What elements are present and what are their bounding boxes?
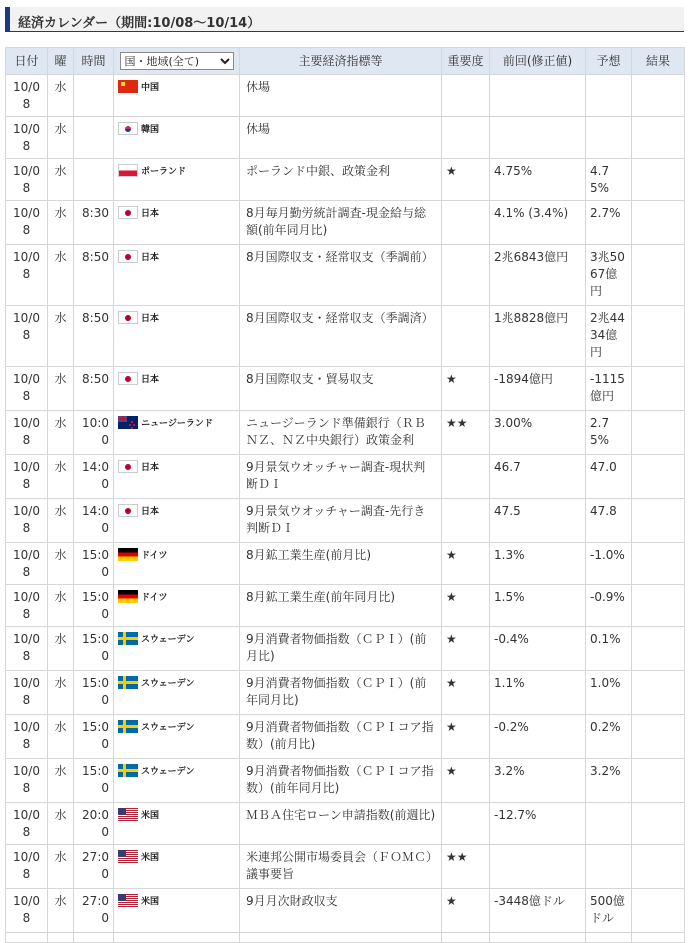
result-cell bbox=[632, 455, 685, 499]
table-row bbox=[6, 543, 685, 585]
table-row bbox=[6, 75, 685, 117]
country-name: 日本 bbox=[141, 253, 160, 263]
country-cell bbox=[114, 671, 240, 715]
country-cell bbox=[114, 845, 240, 889]
column-header-indicator: 主要経済指標等 bbox=[240, 48, 442, 75]
previous-cell: 1.1% bbox=[490, 671, 586, 715]
country-cell bbox=[114, 75, 240, 117]
country-name: 韓国 bbox=[141, 125, 160, 135]
forecast-cell: -1115億円 bbox=[586, 367, 632, 411]
flag-nz-icon bbox=[118, 416, 138, 429]
previous-cell bbox=[490, 75, 586, 117]
result-cell bbox=[632, 889, 685, 933]
column-header-result: 結果 bbox=[632, 48, 685, 75]
day-cell: 水 bbox=[48, 585, 74, 627]
column-header-previous: 前回(修正値) bbox=[490, 48, 586, 75]
column-header-time: 時間 bbox=[74, 48, 114, 75]
column-header-forecast: 予想 bbox=[586, 48, 632, 75]
forecast-cell: 2兆4434億円 bbox=[586, 306, 632, 367]
indicator-cell: 8月鉱工業生産(前年同月比) bbox=[240, 585, 442, 627]
day-cell: 水 bbox=[48, 759, 74, 803]
indicator-cell: 9月月次財政収支 bbox=[240, 889, 442, 933]
previous-cell: 3.2% bbox=[490, 759, 586, 803]
flag-se-icon bbox=[118, 764, 138, 777]
time-cell: 8:50 bbox=[74, 245, 114, 306]
previous-cell: -12.7% bbox=[490, 803, 586, 845]
previous-cell: -1894億円 bbox=[490, 367, 586, 411]
table-row bbox=[6, 627, 685, 671]
previous-cell: 4.1% (3.4%) bbox=[490, 201, 586, 245]
indicator-cell bbox=[240, 933, 442, 943]
table-header-row bbox=[6, 48, 685, 75]
country-name: 日本 bbox=[141, 463, 160, 473]
flag-jp-icon bbox=[118, 372, 138, 385]
table-row bbox=[6, 845, 685, 889]
result-cell bbox=[632, 715, 685, 759]
flag-se-icon bbox=[118, 632, 138, 645]
flag-pl-icon bbox=[118, 164, 138, 177]
forecast-cell: -0.9% bbox=[586, 585, 632, 627]
importance-cell: ★★ bbox=[442, 411, 490, 455]
time-cell bbox=[74, 117, 114, 159]
date-cell: 10/08 bbox=[6, 543, 48, 585]
importance-cell: ★ bbox=[442, 159, 490, 201]
column-header-day: 曜 bbox=[48, 48, 74, 75]
country-name: スウェーデン bbox=[141, 679, 195, 689]
table-row bbox=[6, 201, 685, 245]
indicator-cell: 米連邦公開市場委員会（ＦＯＭＣ）議事要旨 bbox=[240, 845, 442, 889]
country-cell bbox=[114, 159, 240, 201]
indicator-cell: 8月国際収支・貿易収支 bbox=[240, 367, 442, 411]
country-cell bbox=[114, 933, 240, 943]
importance-cell bbox=[442, 117, 490, 159]
time-cell: 14:00 bbox=[74, 455, 114, 499]
day-cell: 水 bbox=[48, 306, 74, 367]
economic-calendar-table bbox=[5, 47, 685, 943]
importance-cell bbox=[442, 306, 490, 367]
country-cell bbox=[114, 889, 240, 933]
result-cell bbox=[632, 845, 685, 889]
indicator-cell: 8月国際収支・経常収支（季調前） bbox=[240, 245, 442, 306]
country-cell bbox=[114, 543, 240, 585]
previous-cell bbox=[490, 933, 586, 943]
flag-de-icon bbox=[118, 590, 138, 603]
indicator-cell: ニュージーランド準備銀行（ＲＢＮＺ、ＮＺ中央銀行）政策金利 bbox=[240, 411, 442, 455]
forecast-cell: 1.0% bbox=[586, 671, 632, 715]
country-name: ドイツ bbox=[141, 551, 168, 561]
result-cell bbox=[632, 75, 685, 117]
flag-us-icon bbox=[118, 808, 138, 821]
day-cell: 水 bbox=[48, 627, 74, 671]
country-name: 日本 bbox=[141, 314, 160, 324]
date-cell: 10/08 bbox=[6, 715, 48, 759]
previous-cell: 1兆8828億円 bbox=[490, 306, 586, 367]
time-cell: 15:00 bbox=[74, 759, 114, 803]
date-cell: 10/08 bbox=[6, 499, 48, 543]
indicator-cell: 9月景気ウオッチャー調査-現状判断ＤＩ bbox=[240, 455, 442, 499]
country-cell bbox=[114, 627, 240, 671]
country-cell bbox=[114, 306, 240, 367]
time-cell: 14:00 bbox=[74, 499, 114, 543]
date-cell: 10/08 bbox=[6, 159, 48, 201]
time-cell bbox=[74, 159, 114, 201]
country-name: 米国 bbox=[141, 853, 160, 863]
importance-cell: ★ bbox=[442, 367, 490, 411]
forecast-cell: 2.75% bbox=[586, 411, 632, 455]
table-row bbox=[6, 306, 685, 367]
country-name: 日本 bbox=[141, 209, 160, 219]
flag-us-icon bbox=[118, 850, 138, 863]
forecast-cell: 500億ドル bbox=[586, 889, 632, 933]
date-cell: 10/08 bbox=[6, 117, 48, 159]
time-cell: 8:50 bbox=[74, 367, 114, 411]
indicator-cell: 8月国際収支・経常収支（季調済） bbox=[240, 306, 442, 367]
country-cell bbox=[114, 411, 240, 455]
country-name: 日本 bbox=[141, 507, 160, 517]
previous-cell: 47.5 bbox=[490, 499, 586, 543]
calendar-header bbox=[5, 7, 684, 32]
importance-cell bbox=[442, 455, 490, 499]
day-cell bbox=[48, 933, 74, 943]
time-cell: 20:00 bbox=[74, 803, 114, 845]
result-cell bbox=[632, 117, 685, 159]
day-cell: 水 bbox=[48, 411, 74, 455]
flag-kr-icon bbox=[118, 122, 138, 135]
country-name: スウェーデン bbox=[141, 767, 195, 777]
indicator-cell: 休場 bbox=[240, 117, 442, 159]
previous-cell: 1.5% bbox=[490, 585, 586, 627]
forecast-cell: -1.0% bbox=[586, 543, 632, 585]
forecast-cell: 0.2% bbox=[586, 715, 632, 759]
table-row bbox=[6, 759, 685, 803]
country-name: スウェーデン bbox=[141, 723, 195, 733]
table-row bbox=[6, 245, 685, 306]
day-cell: 水 bbox=[48, 117, 74, 159]
importance-cell bbox=[442, 803, 490, 845]
time-cell: 10:00 bbox=[74, 411, 114, 455]
time-cell: 27:00 bbox=[74, 845, 114, 889]
result-cell bbox=[632, 245, 685, 306]
time-cell: 8:50 bbox=[74, 306, 114, 367]
table-row bbox=[6, 367, 685, 411]
previous-cell: -0.2% bbox=[490, 715, 586, 759]
indicator-cell: 休場 bbox=[240, 75, 442, 117]
result-cell bbox=[632, 803, 685, 845]
date-cell: 10/08 bbox=[6, 845, 48, 889]
time-cell bbox=[74, 75, 114, 117]
forecast-cell: 47.8 bbox=[586, 499, 632, 543]
country-cell bbox=[114, 803, 240, 845]
result-cell bbox=[632, 671, 685, 715]
date-cell: 10/08 bbox=[6, 367, 48, 411]
country-name: 中国 bbox=[141, 83, 160, 93]
country-name: スウェーデン bbox=[141, 635, 195, 645]
page-title: 経済カレンダー（期間:10/08～10/14） bbox=[18, 16, 261, 31]
date-cell: 10/08 bbox=[6, 627, 48, 671]
importance-cell bbox=[442, 933, 490, 943]
forecast-cell: 47.0 bbox=[586, 455, 632, 499]
previous-cell: 46.7 bbox=[490, 455, 586, 499]
importance-cell bbox=[442, 245, 490, 306]
previous-cell: 1.3% bbox=[490, 543, 586, 585]
flag-se-icon bbox=[118, 676, 138, 689]
flag-de-icon bbox=[118, 548, 138, 561]
date-cell: 10/08 bbox=[6, 411, 48, 455]
result-cell bbox=[632, 367, 685, 411]
table-row bbox=[6, 585, 685, 627]
country-cell bbox=[114, 367, 240, 411]
table-row bbox=[6, 889, 685, 933]
importance-cell: ★ bbox=[442, 627, 490, 671]
importance-cell: ★ bbox=[442, 543, 490, 585]
importance-cell bbox=[442, 201, 490, 245]
previous-cell: -3448億ドル bbox=[490, 889, 586, 933]
day-cell: 水 bbox=[48, 803, 74, 845]
flag-us-icon bbox=[118, 894, 138, 907]
country-cell bbox=[114, 715, 240, 759]
result-cell bbox=[632, 499, 685, 543]
time-cell: 15:00 bbox=[74, 627, 114, 671]
table-row bbox=[6, 803, 685, 845]
forecast-cell bbox=[586, 933, 632, 943]
date-cell: 10/08 bbox=[6, 759, 48, 803]
table-row bbox=[6, 159, 685, 201]
date-cell: 10/08 bbox=[6, 803, 48, 845]
importance-cell: ★ bbox=[442, 585, 490, 627]
flag-jp-icon bbox=[118, 460, 138, 473]
result-cell bbox=[632, 627, 685, 671]
country-cell bbox=[114, 117, 240, 159]
previous-cell bbox=[490, 845, 586, 889]
day-cell: 水 bbox=[48, 889, 74, 933]
indicator-cell: 9月消費者物価指数（ＣＰＩコア指数）(前月比) bbox=[240, 715, 442, 759]
time-cell: 15:00 bbox=[74, 715, 114, 759]
country-name: ポーランド bbox=[141, 167, 187, 177]
result-cell bbox=[632, 159, 685, 201]
country-name: ドイツ bbox=[141, 593, 168, 603]
day-cell: 水 bbox=[48, 543, 74, 585]
previous-cell: 4.75% bbox=[490, 159, 586, 201]
forecast-cell bbox=[586, 75, 632, 117]
previous-cell: 3.00% bbox=[490, 411, 586, 455]
forecast-cell bbox=[586, 845, 632, 889]
importance-cell bbox=[442, 75, 490, 117]
table-body bbox=[6, 75, 685, 943]
table-row bbox=[6, 715, 685, 759]
previous-cell: -0.4% bbox=[490, 627, 586, 671]
date-cell: 10/08 bbox=[6, 671, 48, 715]
date-cell: 10/08 bbox=[6, 585, 48, 627]
importance-cell: ★ bbox=[442, 715, 490, 759]
forecast-cell bbox=[586, 803, 632, 845]
indicator-cell: 8月毎月勤労統計調査-現金給与総額(前年同月比) bbox=[240, 201, 442, 245]
table-row bbox=[6, 411, 685, 455]
time-cell: 15:00 bbox=[74, 585, 114, 627]
result-cell bbox=[632, 306, 685, 367]
country-name: 米国 bbox=[141, 897, 160, 907]
day-cell: 水 bbox=[48, 201, 74, 245]
date-cell: 10/08 bbox=[6, 245, 48, 306]
importance-cell bbox=[442, 499, 490, 543]
country-name: 米国 bbox=[141, 811, 160, 821]
time-cell: 27:00 bbox=[74, 889, 114, 933]
country-name: ニュージーランド bbox=[141, 419, 213, 429]
previous-cell bbox=[490, 117, 586, 159]
flag-cn-icon bbox=[118, 80, 138, 93]
table-row bbox=[6, 499, 685, 543]
day-cell: 水 bbox=[48, 845, 74, 889]
date-cell: 10/08 bbox=[6, 306, 48, 367]
country-cell bbox=[114, 499, 240, 543]
importance-cell: ★ bbox=[442, 759, 490, 803]
country-cell bbox=[114, 455, 240, 499]
time-cell: 15:00 bbox=[74, 543, 114, 585]
table-row bbox=[6, 671, 685, 715]
country-cell bbox=[114, 245, 240, 306]
result-cell bbox=[632, 759, 685, 803]
country-name: 日本 bbox=[141, 375, 160, 385]
column-header-date: 日付 bbox=[6, 48, 48, 75]
flag-jp-icon bbox=[118, 311, 138, 324]
flag-jp-icon bbox=[118, 250, 138, 263]
forecast-cell: 0.1% bbox=[586, 627, 632, 671]
forecast-cell: 2.7% bbox=[586, 201, 632, 245]
date-cell: 10/08 bbox=[6, 455, 48, 499]
date-cell bbox=[6, 933, 48, 943]
country-filter-select[interactable] bbox=[120, 52, 234, 70]
table-row bbox=[6, 117, 685, 159]
importance-cell: ★ bbox=[442, 889, 490, 933]
date-cell: 10/08 bbox=[6, 889, 48, 933]
day-cell: 水 bbox=[48, 671, 74, 715]
importance-cell: ★★ bbox=[442, 845, 490, 889]
date-cell: 10/08 bbox=[6, 75, 48, 117]
forecast-cell: 3.2% bbox=[586, 759, 632, 803]
day-cell: 水 bbox=[48, 715, 74, 759]
time-cell bbox=[74, 933, 114, 943]
day-cell: 水 bbox=[48, 367, 74, 411]
indicator-cell: 9月景気ウオッチャー調査-先行き判断ＤＩ bbox=[240, 499, 442, 543]
importance-cell: ★ bbox=[442, 671, 490, 715]
indicator-cell: 9月消費者物価指数（ＣＰＩ）(前月比) bbox=[240, 627, 442, 671]
forecast-cell bbox=[586, 117, 632, 159]
time-cell: 8:30 bbox=[74, 201, 114, 245]
result-cell bbox=[632, 411, 685, 455]
day-cell: 水 bbox=[48, 75, 74, 117]
day-cell: 水 bbox=[48, 159, 74, 201]
indicator-cell: 9月消費者物価指数（ＣＰＩ）(前年同月比) bbox=[240, 671, 442, 715]
date-cell: 10/08 bbox=[6, 201, 48, 245]
day-cell: 水 bbox=[48, 499, 74, 543]
table-row bbox=[6, 933, 685, 943]
indicator-cell: ポーランド中銀、政策金利 bbox=[240, 159, 442, 201]
result-cell bbox=[632, 201, 685, 245]
table-row bbox=[6, 455, 685, 499]
time-cell: 15:00 bbox=[74, 671, 114, 715]
indicator-cell: 9月消費者物価指数（ＣＰＩコア指数）(前年同月比) bbox=[240, 759, 442, 803]
flag-jp-icon bbox=[118, 504, 138, 517]
day-cell: 水 bbox=[48, 245, 74, 306]
country-cell bbox=[114, 759, 240, 803]
country-cell bbox=[114, 201, 240, 245]
result-cell bbox=[632, 543, 685, 585]
result-cell bbox=[632, 933, 685, 943]
column-header-importance: 重要度 bbox=[442, 48, 490, 75]
previous-cell: 2兆6843億円 bbox=[490, 245, 586, 306]
forecast-cell: 4.75% bbox=[586, 159, 632, 201]
flag-se-icon bbox=[118, 720, 138, 733]
column-header-country bbox=[114, 48, 240, 75]
flag-jp-icon bbox=[118, 206, 138, 219]
result-cell bbox=[632, 585, 685, 627]
forecast-cell: 3兆5067億円 bbox=[586, 245, 632, 306]
day-cell: 水 bbox=[48, 455, 74, 499]
indicator-cell: ＭＢＡ住宅ローン申請指数(前週比) bbox=[240, 803, 442, 845]
indicator-cell: 8月鉱工業生産(前月比) bbox=[240, 543, 442, 585]
country-cell bbox=[114, 585, 240, 627]
